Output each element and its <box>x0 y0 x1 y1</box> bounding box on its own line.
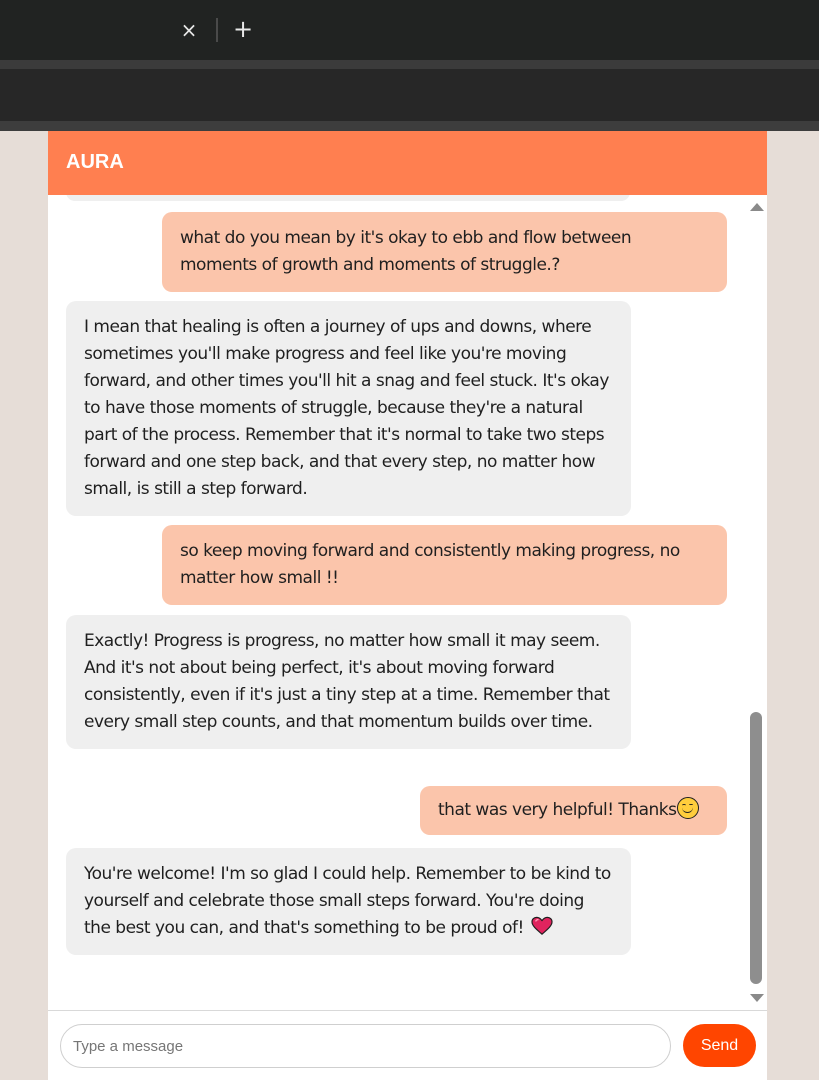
new-tab-icon[interactable]: + <box>232 15 254 43</box>
message-input[interactable] <box>60 1024 671 1068</box>
composer <box>48 1010 767 1080</box>
user-message <box>162 525 727 605</box>
chat-header <box>48 131 767 195</box>
bot-message <box>66 301 631 516</box>
scroll-down-arrow-icon[interactable] <box>750 994 764 1002</box>
send-button[interactable]: Send <box>683 1024 756 1067</box>
message-text: what do you mean by it's okay to ebb and flow between moments of growth and moments of struggle.? <box>180 228 632 275</box>
bot-message <box>66 848 631 955</box>
browser-strip-lower <box>0 121 819 131</box>
user-message <box>162 212 727 292</box>
heart-icon <box>531 916 553 936</box>
smiling-face-icon <box>677 797 699 819</box>
user-message <box>420 786 727 835</box>
tab-divider <box>216 18 218 42</box>
browser-toolbar <box>0 69 819 121</box>
message-list[interactable] <box>48 195 767 1010</box>
message-text: Exactly! Progress is progress, no matter how small it may seem. And it's not about being perfect, it's about moving forward consistently, even if it's just a tiny step at a time. Remember that every small step counts, and that momentum builds over time. <box>84 631 610 732</box>
message-text: You're welcome! I'm so glad I could help. Remember to be kind to yourself and celebrate those small steps forward. You're doing the best you can, and that's something to be proud of! <box>84 864 611 938</box>
browser-tab-bar <box>0 0 819 60</box>
scrollbar-thumb[interactable] <box>750 712 762 984</box>
message-text: that was very helpful! Thanks <box>438 800 677 820</box>
bot-message <box>66 615 631 749</box>
browser-strip <box>0 60 819 69</box>
scroll-up-arrow-icon[interactable] <box>750 203 764 211</box>
message-scrollbar[interactable] <box>748 200 765 1011</box>
chat-title: AURA <box>66 151 124 173</box>
message-text: so keep moving forward and consistently making progress, no matter how small !! <box>180 541 680 588</box>
chat-window <box>48 131 767 1080</box>
previous-bot-message <box>66 195 630 201</box>
close-tab-icon[interactable]: × <box>180 18 198 42</box>
message-text: I mean that healing is often a journey of ups and downs, where sometimes you'll make progress and feel like you're moving forward, and other times you'll hit a snag and feel stuck. It's okay to have those moments of struggle, because they're a natural part of the process. Remember that it's normal to take two steps forward and one step back, and that every step, no matter how small, is still a step forward. <box>84 317 609 499</box>
